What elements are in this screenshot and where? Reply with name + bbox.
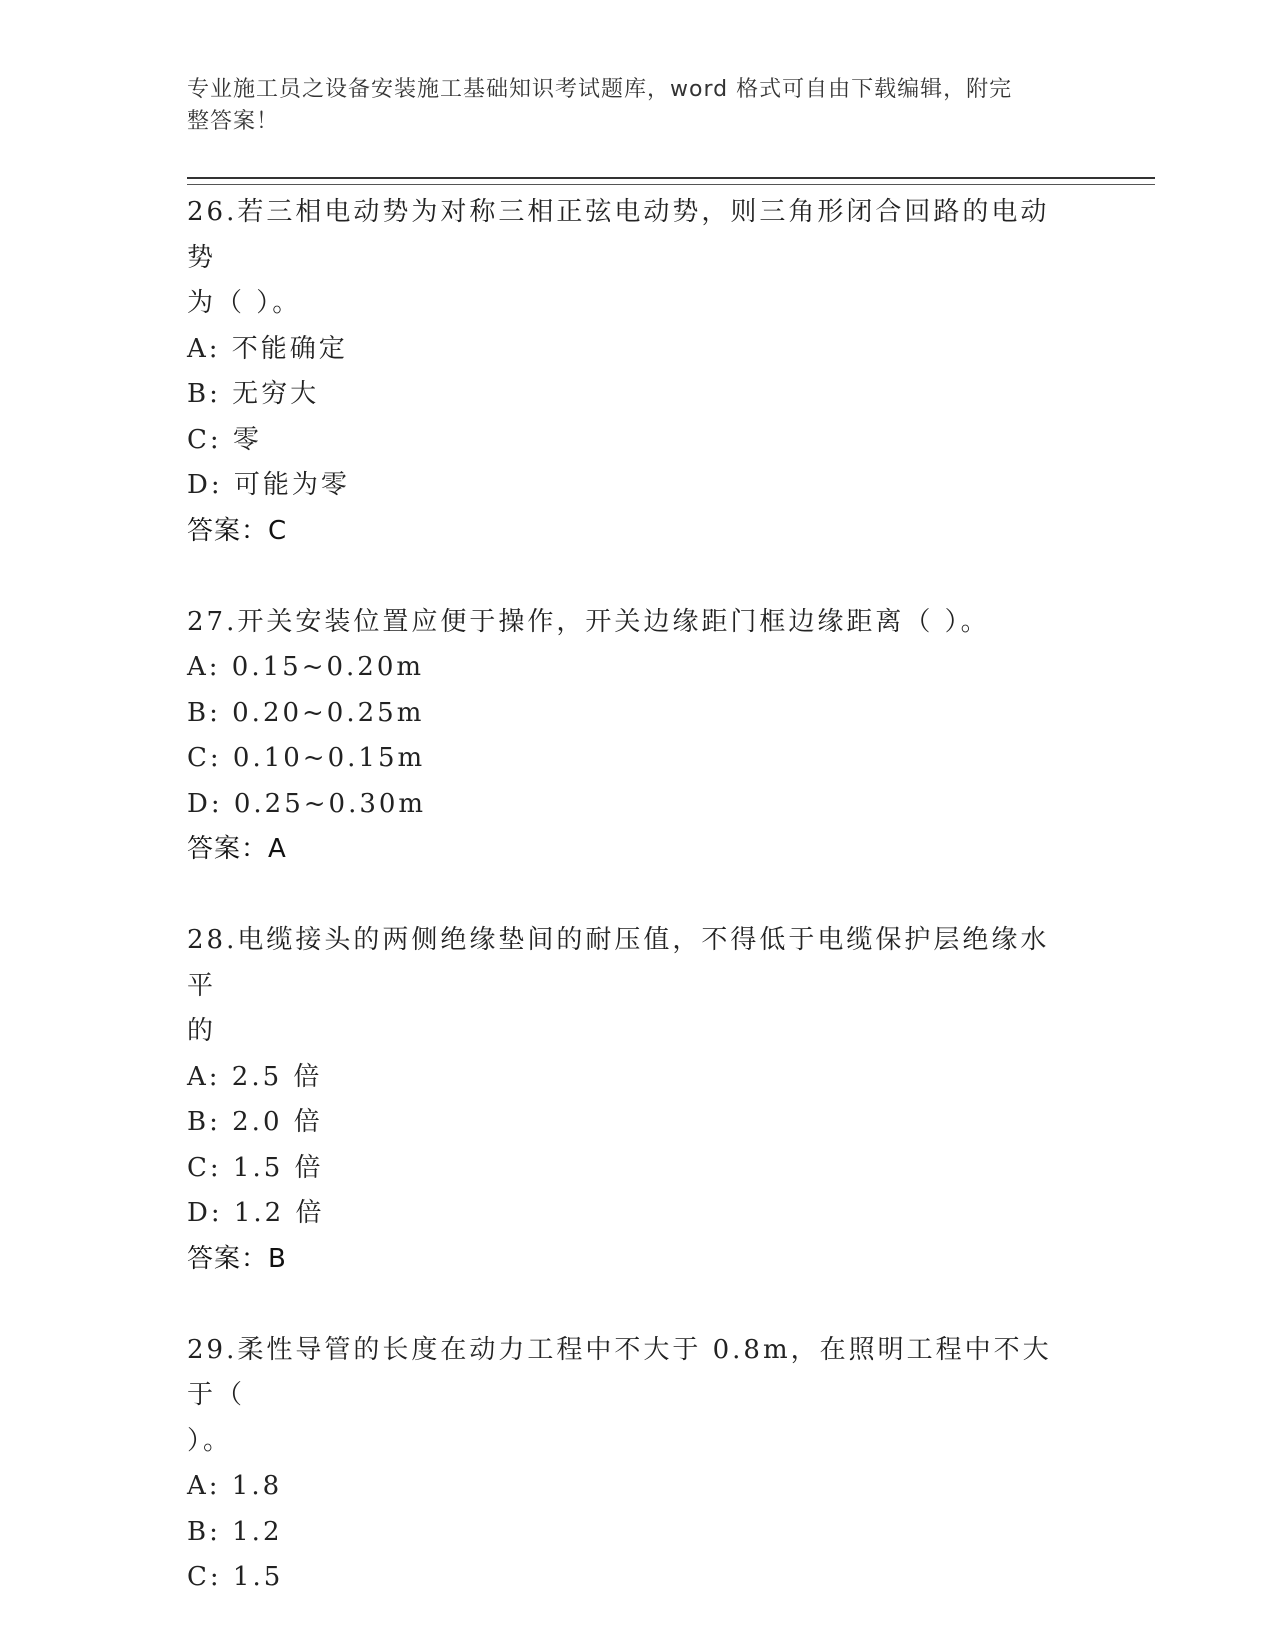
option-b: B: 0.20~0.25m — [187, 697, 425, 728]
questions-list — [187, 190, 1087, 1601]
option-b: B: 2.0 倍 — [187, 1107, 323, 1137]
question-text-continued: 的 — [187, 1016, 217, 1046]
question-text: 27.开关安装位置应便于操作，开关边缘距门框边缘距离（ ）。 — [187, 606, 990, 637]
spacer — [187, 1282, 1087, 1328]
question-27 — [187, 600, 1087, 873]
option-b: B: 无穷大 — [187, 379, 320, 409]
question-text: 29.柔性导管的长度在动力工程中不大于 0.8m，在照明工程中不大于（ — [187, 1334, 1052, 1410]
option-a: A: 不能确定 — [187, 333, 348, 364]
header-line-1: 专业施工员之设备安装施工基础知识考试题库，word 格式可自由下载编辑，附完 — [187, 77, 1013, 102]
option-c: C: 零 — [187, 424, 262, 455]
option-a: A: 0.15~0.20m — [187, 652, 425, 682]
option-d: D: 可能为零 — [187, 470, 350, 500]
question-text-continued: 为（ ）。 — [187, 288, 302, 318]
spacer — [187, 554, 1087, 600]
document-header — [187, 74, 1067, 138]
option-c: C: 1.5 倍 — [187, 1152, 324, 1183]
option-d: D: 0.25~0.30m — [187, 788, 427, 819]
header-divider-thick — [187, 177, 1155, 179]
question-text-continued: ）。 — [187, 1425, 233, 1456]
option-c: C: 0.10~0.15m — [187, 743, 426, 773]
question-26 — [187, 190, 1087, 554]
spacer — [187, 873, 1087, 919]
header-divider-thin — [187, 184, 1155, 185]
option-a: A: 1.8 — [187, 1471, 283, 1501]
option-c: C: 1.5 — [187, 1562, 284, 1592]
question-28 — [187, 918, 1087, 1282]
answer-line: 答案：C — [187, 515, 288, 546]
question-text: 28.电缆接头的两侧绝缘垫间的耐压值，不得低于电缆保护层绝缘水平 — [187, 925, 1050, 1001]
option-d: D: 1.2 倍 — [187, 1198, 325, 1228]
answer-line: 答案：B — [187, 1243, 287, 1274]
answer-line: 答案：A — [187, 834, 287, 864]
header-line-2: 整答案！ — [187, 109, 280, 134]
option-a: A: 2.5 倍 — [187, 1061, 323, 1092]
option-b: B: 1.2 — [187, 1516, 283, 1547]
question-29 — [187, 1328, 1087, 1601]
question-text: 26.若三相电动势为对称三相正弦电动势，则三角形闭合回路的电动势 — [187, 197, 1050, 273]
